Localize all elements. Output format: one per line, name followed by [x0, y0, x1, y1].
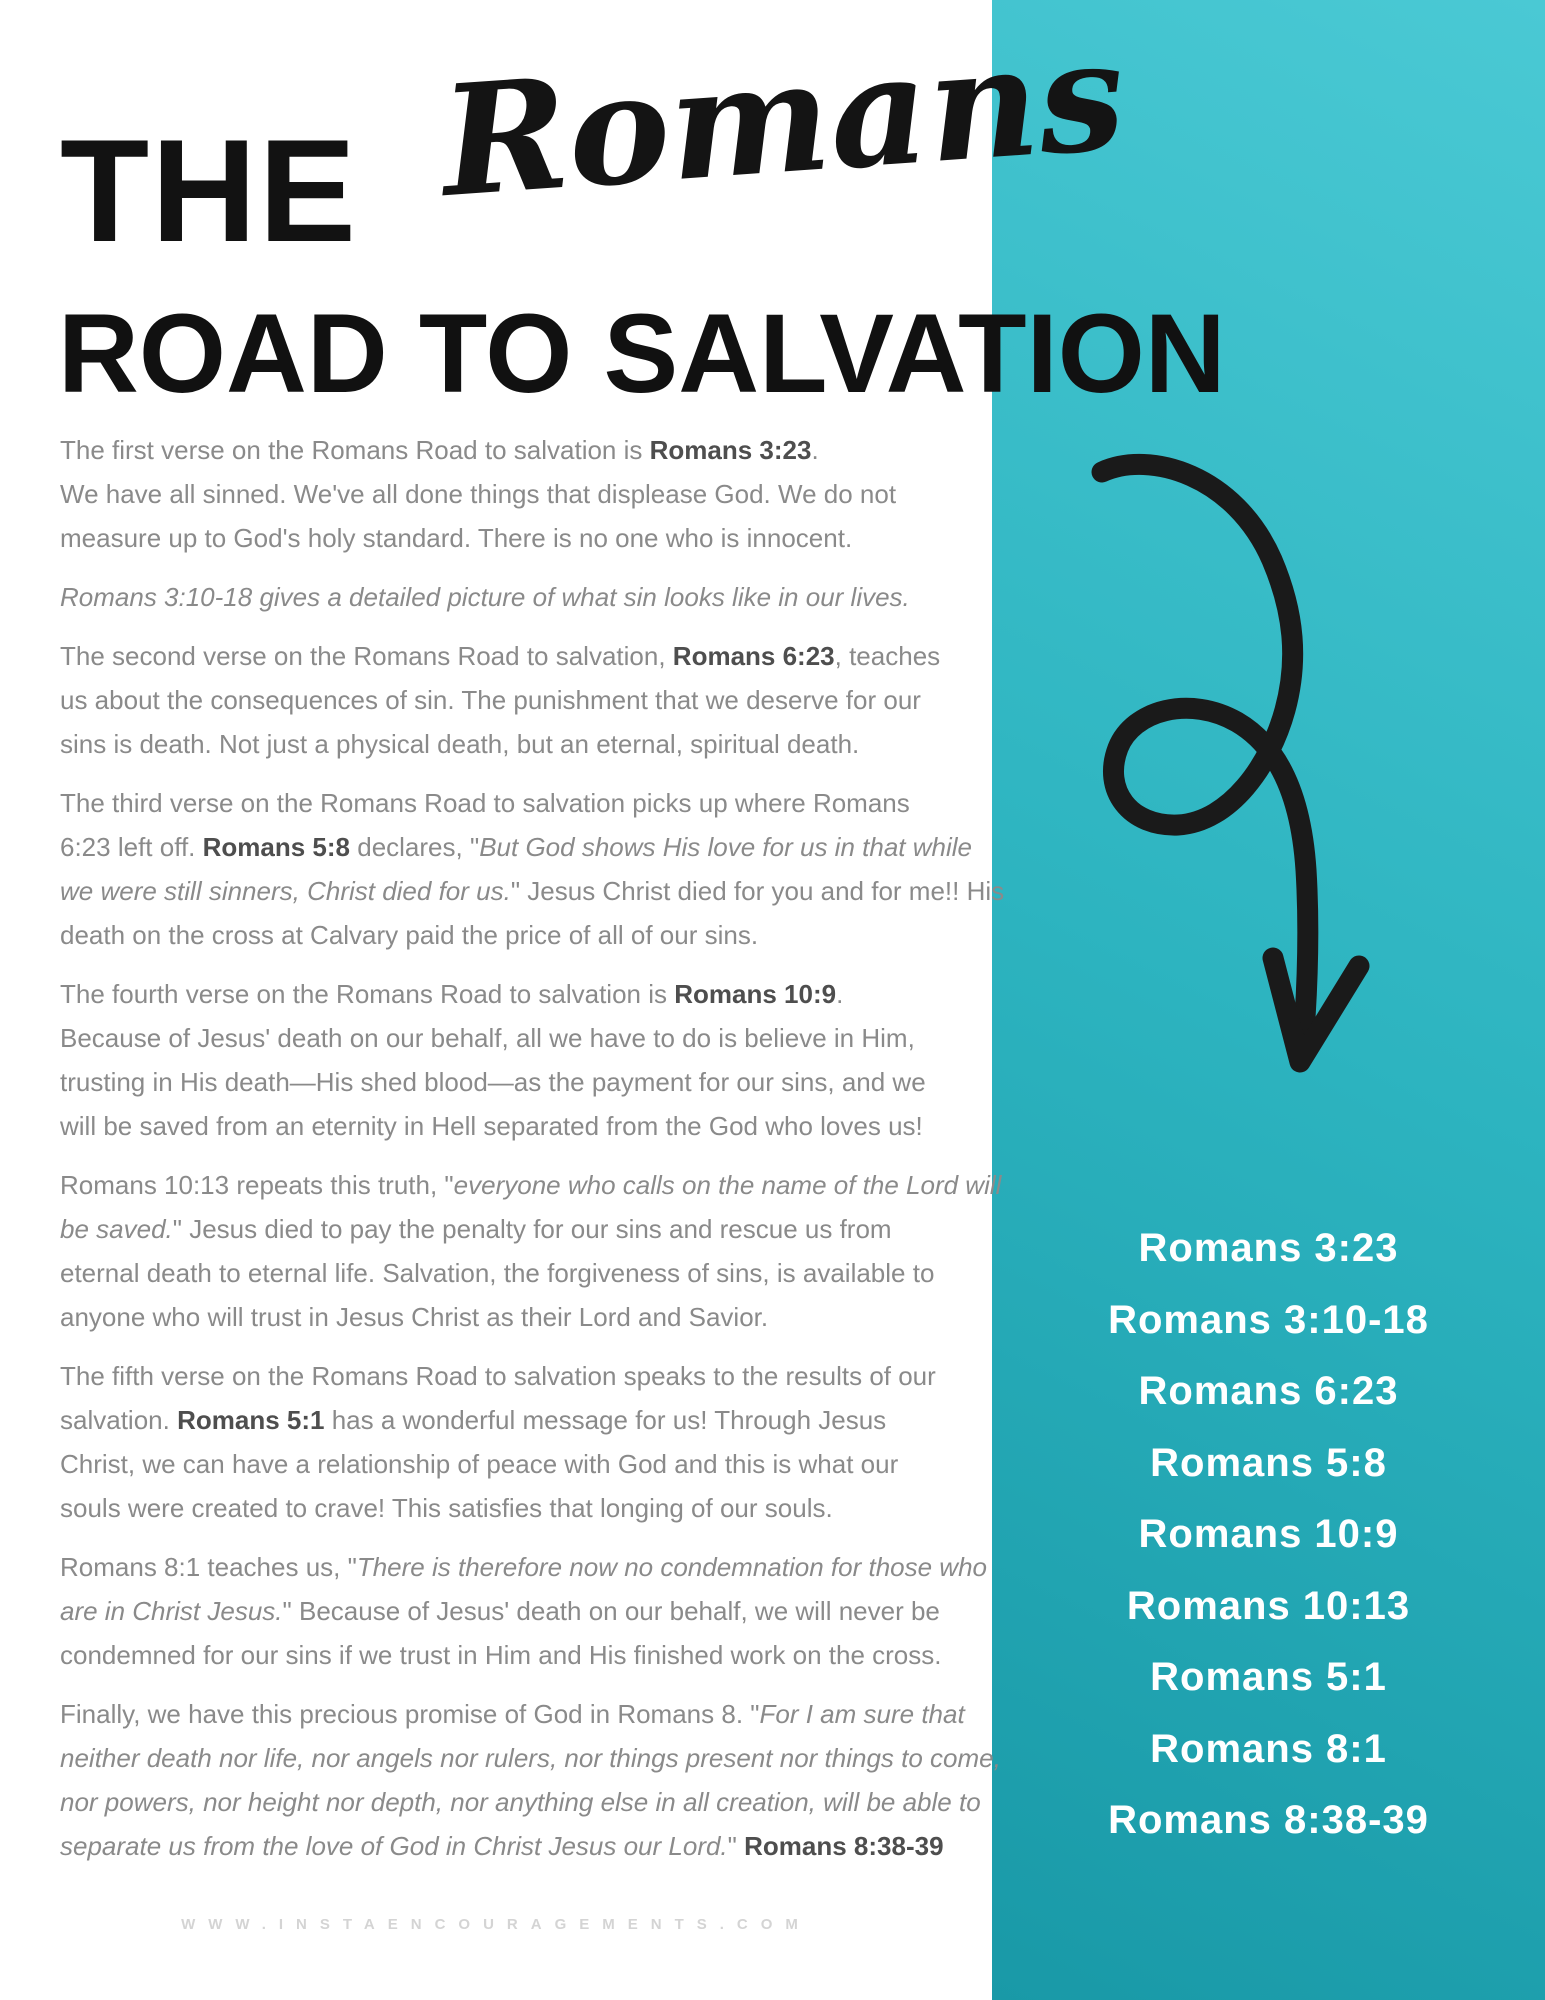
text-line: The third verse on the Romans Road to salvation picks up where Romans	[60, 788, 910, 818]
paragraph	[60, 1354, 1005, 1530]
text-line: 6:23 left off. Romans 5:8 declares, "But God shows His love for us in that while	[60, 832, 972, 862]
paragraph	[60, 428, 1005, 560]
text-line: death on the cross at Calvary paid the price of all of our sins.	[60, 920, 759, 950]
text-line: condemned for our sins if we trust in Him and His finished work on the cross.	[60, 1640, 942, 1670]
text-line: The second verse on the Romans Road to salvation, Romans 6:23, teaches	[60, 641, 941, 671]
verse-item: Romans 10:13	[1126, 1583, 1411, 1628]
verse-item: Romans 8:1	[1150, 1726, 1387, 1771]
title-word-the: THE	[60, 109, 358, 272]
text-line: trusting in His death—His shed blood—as the payment for our sins, and we	[60, 1067, 926, 1097]
title-word-romans-script: Romans	[435, 4, 1130, 231]
text-line: salvation. Romans 5:1 has a wonderful message for us! Through Jesus	[60, 1405, 887, 1435]
text-line: be saved." Jesus died to pay the penalty for our sins and rescue us from	[60, 1214, 892, 1244]
verse-item: Romans 5:8	[1150, 1440, 1387, 1485]
text-line: Romans 10:13 repeats this truth, "everyone who calls on the name of the Lord will	[60, 1170, 1002, 1200]
text-line: measure up to God's holy standard. There is no one who is innocent.	[60, 523, 853, 553]
text-line: sins is death. Not just a physical death, but an eternal, spiritual death.	[60, 729, 860, 759]
title-road-to-salvation: ROAD TO SALVATION	[58, 291, 1226, 416]
text-line: Christ, we can have a relationship of peace with God and this is what our	[60, 1449, 899, 1479]
text-line: Romans 8:1 teaches us, "There is therefore now no condemnation for those who	[60, 1552, 987, 1582]
paragraph	[60, 781, 1005, 957]
verse-item: Romans 6:23	[1138, 1369, 1399, 1413]
text-line: we were still sinners, Christ died for us." Jesus Christ died for you and for me!! His	[60, 876, 1005, 906]
text-line: Romans 3:10-18 gives a detailed picture of what sin looks like in our lives.	[60, 582, 910, 612]
text-line: Finally, we have this precious promise of God in Romans 8. "For I am sure that	[60, 1699, 965, 1729]
text-line: us about the consequences of sin. The punishment that we deserve for our	[60, 685, 921, 715]
text-line: separate us from the love of God in Christ Jesus our Lord." Romans 8:38-39	[60, 1831, 944, 1861]
paragraph	[60, 634, 1005, 766]
text-line: The first verse on the Romans Road to salvation is Romans 3:23.	[60, 435, 819, 465]
text-line: The fourth verse on the Romans Road to salvation is Romans 10:9.	[60, 979, 844, 1009]
verse-item: Romans 5:1	[1150, 1655, 1387, 1699]
paragraph	[60, 972, 1005, 1148]
paragraph	[60, 1692, 1005, 1868]
website-url: WWW.INSTAENCOURAGEMENTS.COM	[181, 1916, 811, 1933]
text-line: eternal death to eternal life. Salvation, the forgiveness of sins, is available to	[60, 1258, 935, 1288]
paragraph	[60, 1545, 1005, 1677]
verse-item: Romans 3:10-18	[1108, 1297, 1429, 1342]
text-line: neither death nor life, nor angels nor rulers, nor things present nor things to come,	[60, 1743, 1001, 1773]
text-line: anyone who will trust in Jesus Christ as their Lord and Savior.	[60, 1302, 769, 1332]
text-line: nor powers, nor height nor depth, nor anything else in all creation, will be able to	[60, 1787, 981, 1817]
paragraph	[60, 575, 1005, 619]
verse-item: Romans 10:9	[1138, 1512, 1399, 1556]
verse-item: Romans 3:23	[1138, 1226, 1399, 1270]
article-text	[60, 428, 1005, 1883]
text-line: souls were created to crave! This satisfies that longing of our souls.	[60, 1493, 833, 1523]
verse-list	[992, 1213, 1545, 1857]
text-line: Because of Jesus' death on our behalf, all we have to do is believe in Him,	[60, 1023, 915, 1053]
text-line: are in Christ Jesus." Because of Jesus' death on our behalf, we will never be	[60, 1596, 940, 1626]
verse-item: Romans 8:38-39	[1108, 1798, 1429, 1842]
paragraph	[60, 1163, 1005, 1339]
text-line: The fifth verse on the Romans Road to salvation speaks to the results of our	[60, 1361, 936, 1391]
text-line: will be saved from an eternity in Hell separated from the God who loves us!	[60, 1111, 923, 1141]
text-line: We have all sinned. We've all done things that displease God. We do not	[60, 479, 897, 509]
